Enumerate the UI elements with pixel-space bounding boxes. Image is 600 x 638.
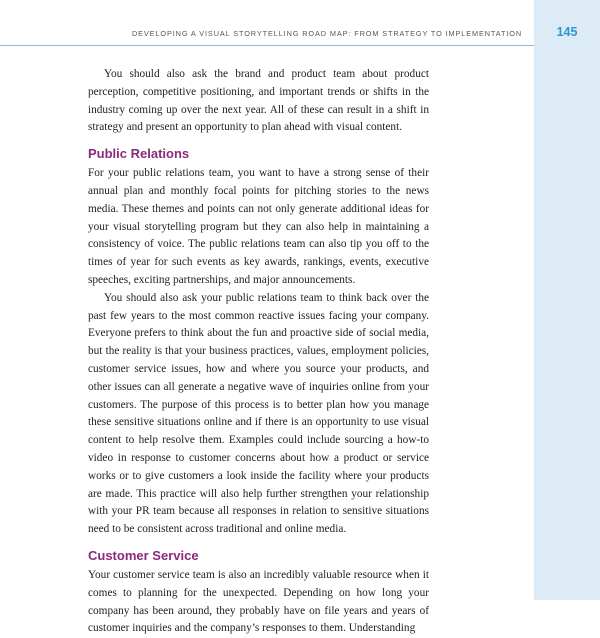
header-rule: [0, 45, 534, 46]
section-heading-customer-service: Customer Service: [88, 547, 199, 563]
running-head: DEVELOPING A VISUAL STORYTELLING ROAD MAP: FROM STRATEGY TO IMPLEMENTATION: [131, 29, 522, 38]
public-relations-paragraph-2: You should also ask your public relations team to think back over the past few years to the most common reactive issues facing your company. Everyone prefers to think about the fun and proactive side of social media, but the reality is that your business practices, values, employment policies, customer service issues, how and where you source your products, and other issues can all generate a negative wave of inquiries online from your customers. The purpose of this process is to better plan how you manage these sensitive situations online and if there is an opportunity to use visual content to help resolve them. Examples could include sourcing a how-to video in response to customer concerns about how a product or service works or to give customers a look inside the facility where your products are made. This practice will also help further strengthen your relationship with your PR team because all responses in relation to sensitive situations need to be consistent across traditional and online media.: [88, 291, 429, 536]
customer-service-paragraph-1: Your customer service team is also an incredibly valuable resource when it comes to planning for the unexpected. Depending on how long your company has been around, they probably have on file years and years of customer inquiries and the company’s responses to them. Understanding: [88, 568, 429, 635]
page-side-band: [534, 0, 600, 600]
page-body: [88, 66, 429, 638]
section-heading-public-relations: Public Relations: [88, 146, 190, 162]
public-relations-paragraph-1: For your public relations team, you want to have a strong sense of their annual plan and monthly focal points for pitching stories to the news media. These themes and points can not only generate additional ideas for your visual storytelling program but they can also help in maintaining a consistency of voice. The public relations team can also tip you off to the times of year for such events as key awards, rankings, events, executive speeches, exciting partnerships, and major announcements.: [88, 167, 429, 286]
page-number: 145: [556, 25, 578, 39]
intro-paragraph: You should also ask the brand and product team about product perception, competitive positioning, and important trends or shifts in the industry coming up over the next year. All of these can result in a shift in strategy and present an opportunity to plan ahead with visual content.: [88, 68, 429, 134]
